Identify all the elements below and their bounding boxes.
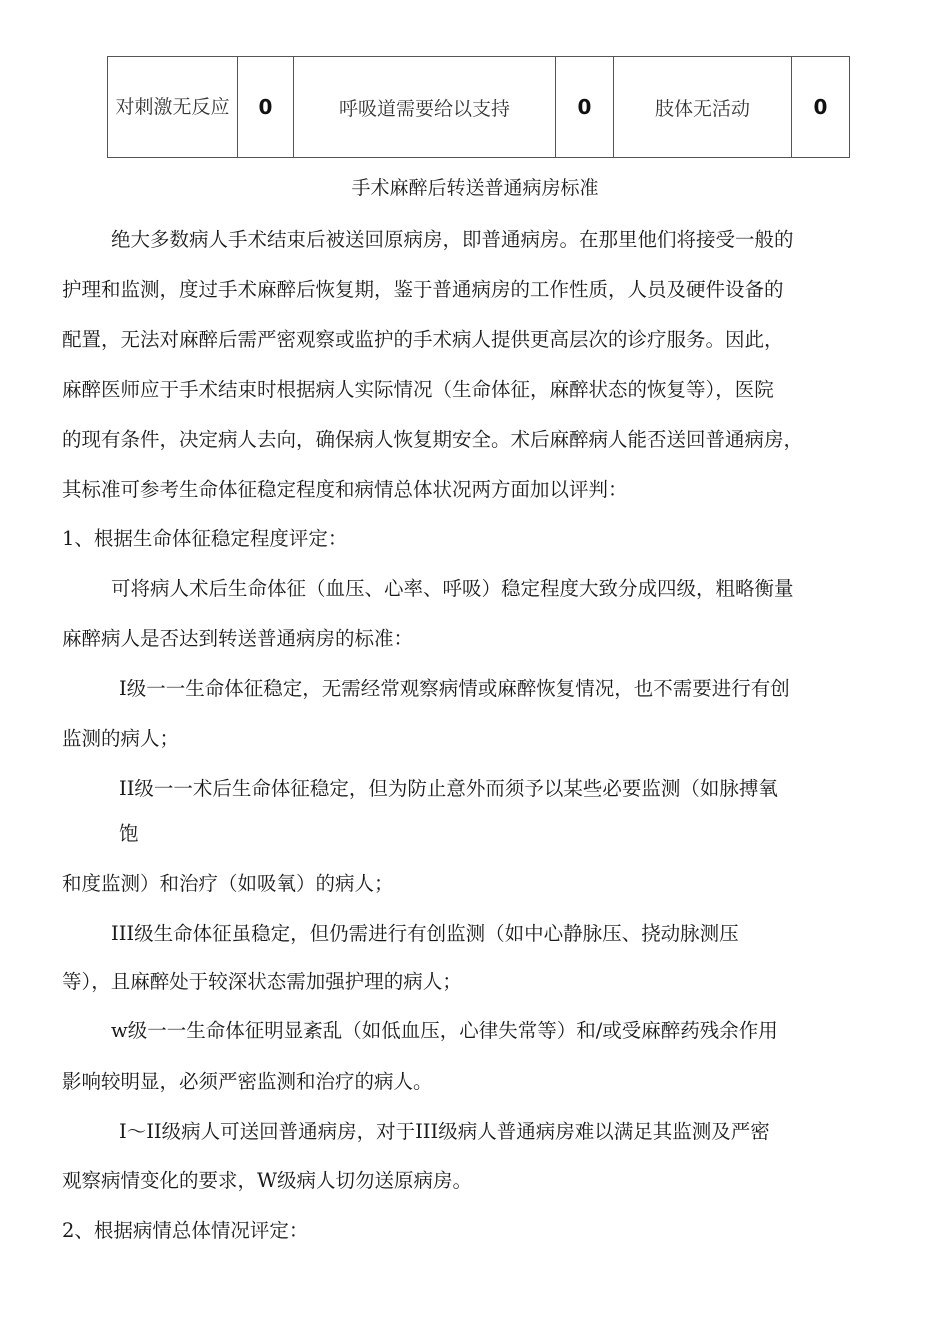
heading-line: 1、根据生命体征稳定程度评定： — [62, 527, 348, 550]
paragraph-line: III级生命体征虽稳定，但仍需进行有创监测（如中心静脉压、挠动脉测压 — [111, 922, 739, 945]
paragraph-line: II级一一术后生命体征稳定，但为防止意外而须予以某些必要监测（如脉搏氧 — [119, 777, 778, 800]
table-cell-limb-score: 0 — [792, 57, 850, 158]
paragraph-line: 配置，无法对麻醉后需严密观察或监护的手术病人提供更高层次的诊疗服务。因此， — [62, 328, 784, 351]
table-cell-response-score: 0 — [238, 57, 294, 158]
paragraph-line: 监测的病人； — [62, 727, 180, 750]
paragraph-line: 护理和监测，度过手术麻醉后恢复期，鉴于普通病房的工作性质，人员及硬件设备的 — [62, 278, 784, 301]
paragraph-line: 麻醉医师应于手术结束时根据病人实际情况（生命体征，麻醉状态的恢复等），医院 — [62, 378, 774, 401]
paragraph-line: I〜II级病人可送回普通病房，对于III级病人普通病房难以满足其监测及严密 — [119, 1120, 770, 1143]
table-cell-airway-score: 0 — [556, 57, 614, 158]
paragraph-line: 绝大多数病人手术结束后被送回原病房，即普通病房。在那里他们将接受一般的 — [111, 228, 794, 251]
paragraph-line: 等），且麻醉处于较深状态需加强护理的病人； — [62, 970, 462, 993]
table-row — [108, 57, 850, 158]
paragraph-line: w级一一生命体征明显紊乱（如低血压，心律失常等）和/或受麻醉药残余作用 — [111, 1019, 778, 1042]
paragraph-line: 其标准可参考生命体征稳定程度和病情总体状况两方面加以评判： — [62, 478, 628, 501]
paragraph-line: 和度监测）和治疗（如吸氧）的病人； — [62, 872, 394, 895]
paragraph-line: 的现有条件，决定病人去向，确保病人恢复期安全。术后麻醉病人能否送回普通病房， — [62, 428, 804, 451]
paragraph-line: 观察病情变化的要求，W级病人切勿送原病房。 — [62, 1169, 473, 1192]
table-cell-airway: 呼吸道需要给以支持 — [294, 57, 556, 158]
section-title: 手术麻醉后转送普通病房标准 — [351, 177, 599, 199]
table-cell-response: 对刺激无反应 — [108, 57, 238, 158]
paragraph-line: 可将病人术后生命体征（血压、心率、呼吸）稳定程度大致分成四级，粗略衡量 — [111, 577, 794, 600]
paragraph-line: 饱 — [119, 822, 139, 845]
table-cell-limb: 肢体无活动 — [614, 57, 792, 158]
paragraph-line: I级一一生命体征稳定，无需经常观察病情或麻醉恢复情况，也不需要进行有创 — [119, 677, 790, 700]
paragraph-line: 影响较明显，必须严密监测和治疗的病人。 — [62, 1070, 433, 1093]
score-table — [107, 56, 850, 158]
heading-line: 2、根据病情总体情况评定： — [62, 1219, 309, 1242]
paragraph-line: 麻醉病人是否达到转送普通病房的标准： — [62, 627, 414, 650]
